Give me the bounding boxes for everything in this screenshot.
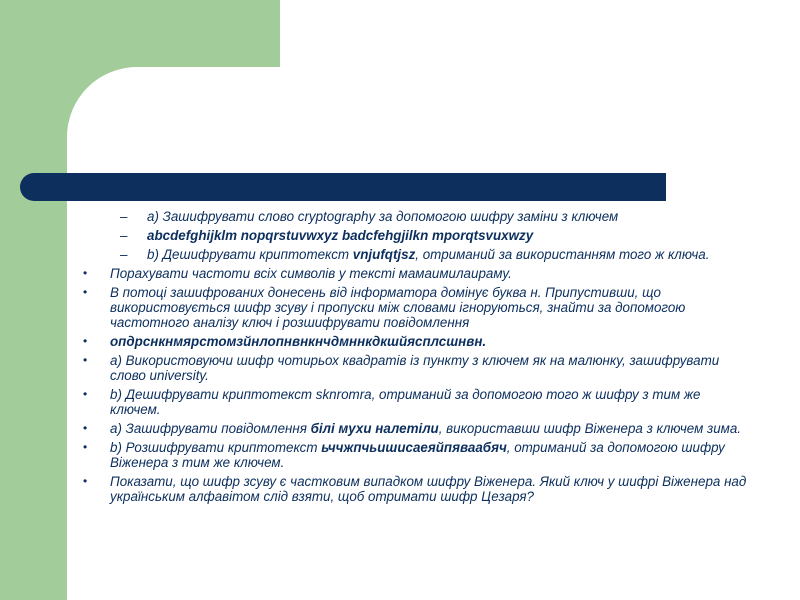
item-text: , отриманий за використанням того ж ключа. <box>415 247 710 262</box>
dash-marker: – <box>120 228 128 243</box>
bold-text: ьччжпчьишисаеяйпяваабяч <box>321 440 507 455</box>
sub-list-item <box>80 247 748 262</box>
dash-marker: – <box>120 247 128 262</box>
title-bar <box>20 173 666 201</box>
list-item <box>80 421 748 436</box>
item-text: а) Використовуючи шифр чотирьох квадратів із пункту з ключем як на малюнку, зашифрувати слово university. <box>110 353 720 383</box>
item-text: В потоці зашифрованих донесень від інформатора домінує буква н. Припустивши, що використовується шифр зсуву і пропуски між словами ігноруються, знайти за допомогою частотного аналізу ключ і розшифрувати повідомлення <box>110 285 686 330</box>
list-item <box>80 387 748 417</box>
bold-text: білі мухи налетіли <box>310 421 439 436</box>
item-text: , отриманий за допомогою шифру Віженера з тим же ключем. <box>110 440 725 470</box>
item-text: b) Дешифрувати криптотекст sknromra, отриманий за допомогою того ж шифру з тим же ключем. <box>110 387 701 417</box>
item-text: , використавши шифр Віженера з ключем зима. <box>438 421 742 436</box>
item-text: а) Зашифрувати слово cryptography за допомогою шифру заміни з ключем <box>147 209 619 224</box>
bullet-marker: • <box>83 387 88 401</box>
bullet-marker: • <box>83 334 88 348</box>
bullet-marker: • <box>83 440 88 454</box>
item-text: b) Дешифрувати криптотекст <box>147 247 353 262</box>
list-item <box>80 266 748 281</box>
sub-list-item <box>80 209 748 224</box>
bullet-marker: • <box>83 353 88 367</box>
sub-list-item <box>80 228 748 243</box>
dash-marker: – <box>120 209 128 224</box>
list-item <box>80 474 748 504</box>
bold-text: vnjufqtjsz <box>352 247 416 262</box>
bullet-marker: • <box>83 421 88 435</box>
bullet-marker: • <box>83 266 88 280</box>
item-text: Показати, що шифр зсуву є частковим випадком шифру Віженера. Який ключ у шифрі Віженера над українським алфавітом слід взяти, щоб отримати шифр Цезаря? <box>110 474 747 504</box>
list-item <box>80 353 748 383</box>
item-text: Порахувати частоти всіх символів у тексті мамаимилаираму. <box>110 266 512 281</box>
bold-text: abcdefghijklm nopqrstuvwxyz badcfehgjilkn mporqtsvuxwzy <box>147 228 534 243</box>
bold-text: опдрснкнмярстомзйнлопнвнкнчдмннкдкшйясплсшнвн. <box>110 334 487 349</box>
item-text: b) Розшифрувати криптотекст <box>110 440 322 455</box>
bullet-marker: • <box>83 285 88 299</box>
list-item <box>80 334 748 349</box>
slide-content <box>80 209 748 508</box>
bullet-marker: • <box>83 474 88 488</box>
list-item <box>80 440 748 470</box>
item-text: а) Зашифрувати повідомлення <box>110 421 311 436</box>
list-item <box>80 285 748 330</box>
